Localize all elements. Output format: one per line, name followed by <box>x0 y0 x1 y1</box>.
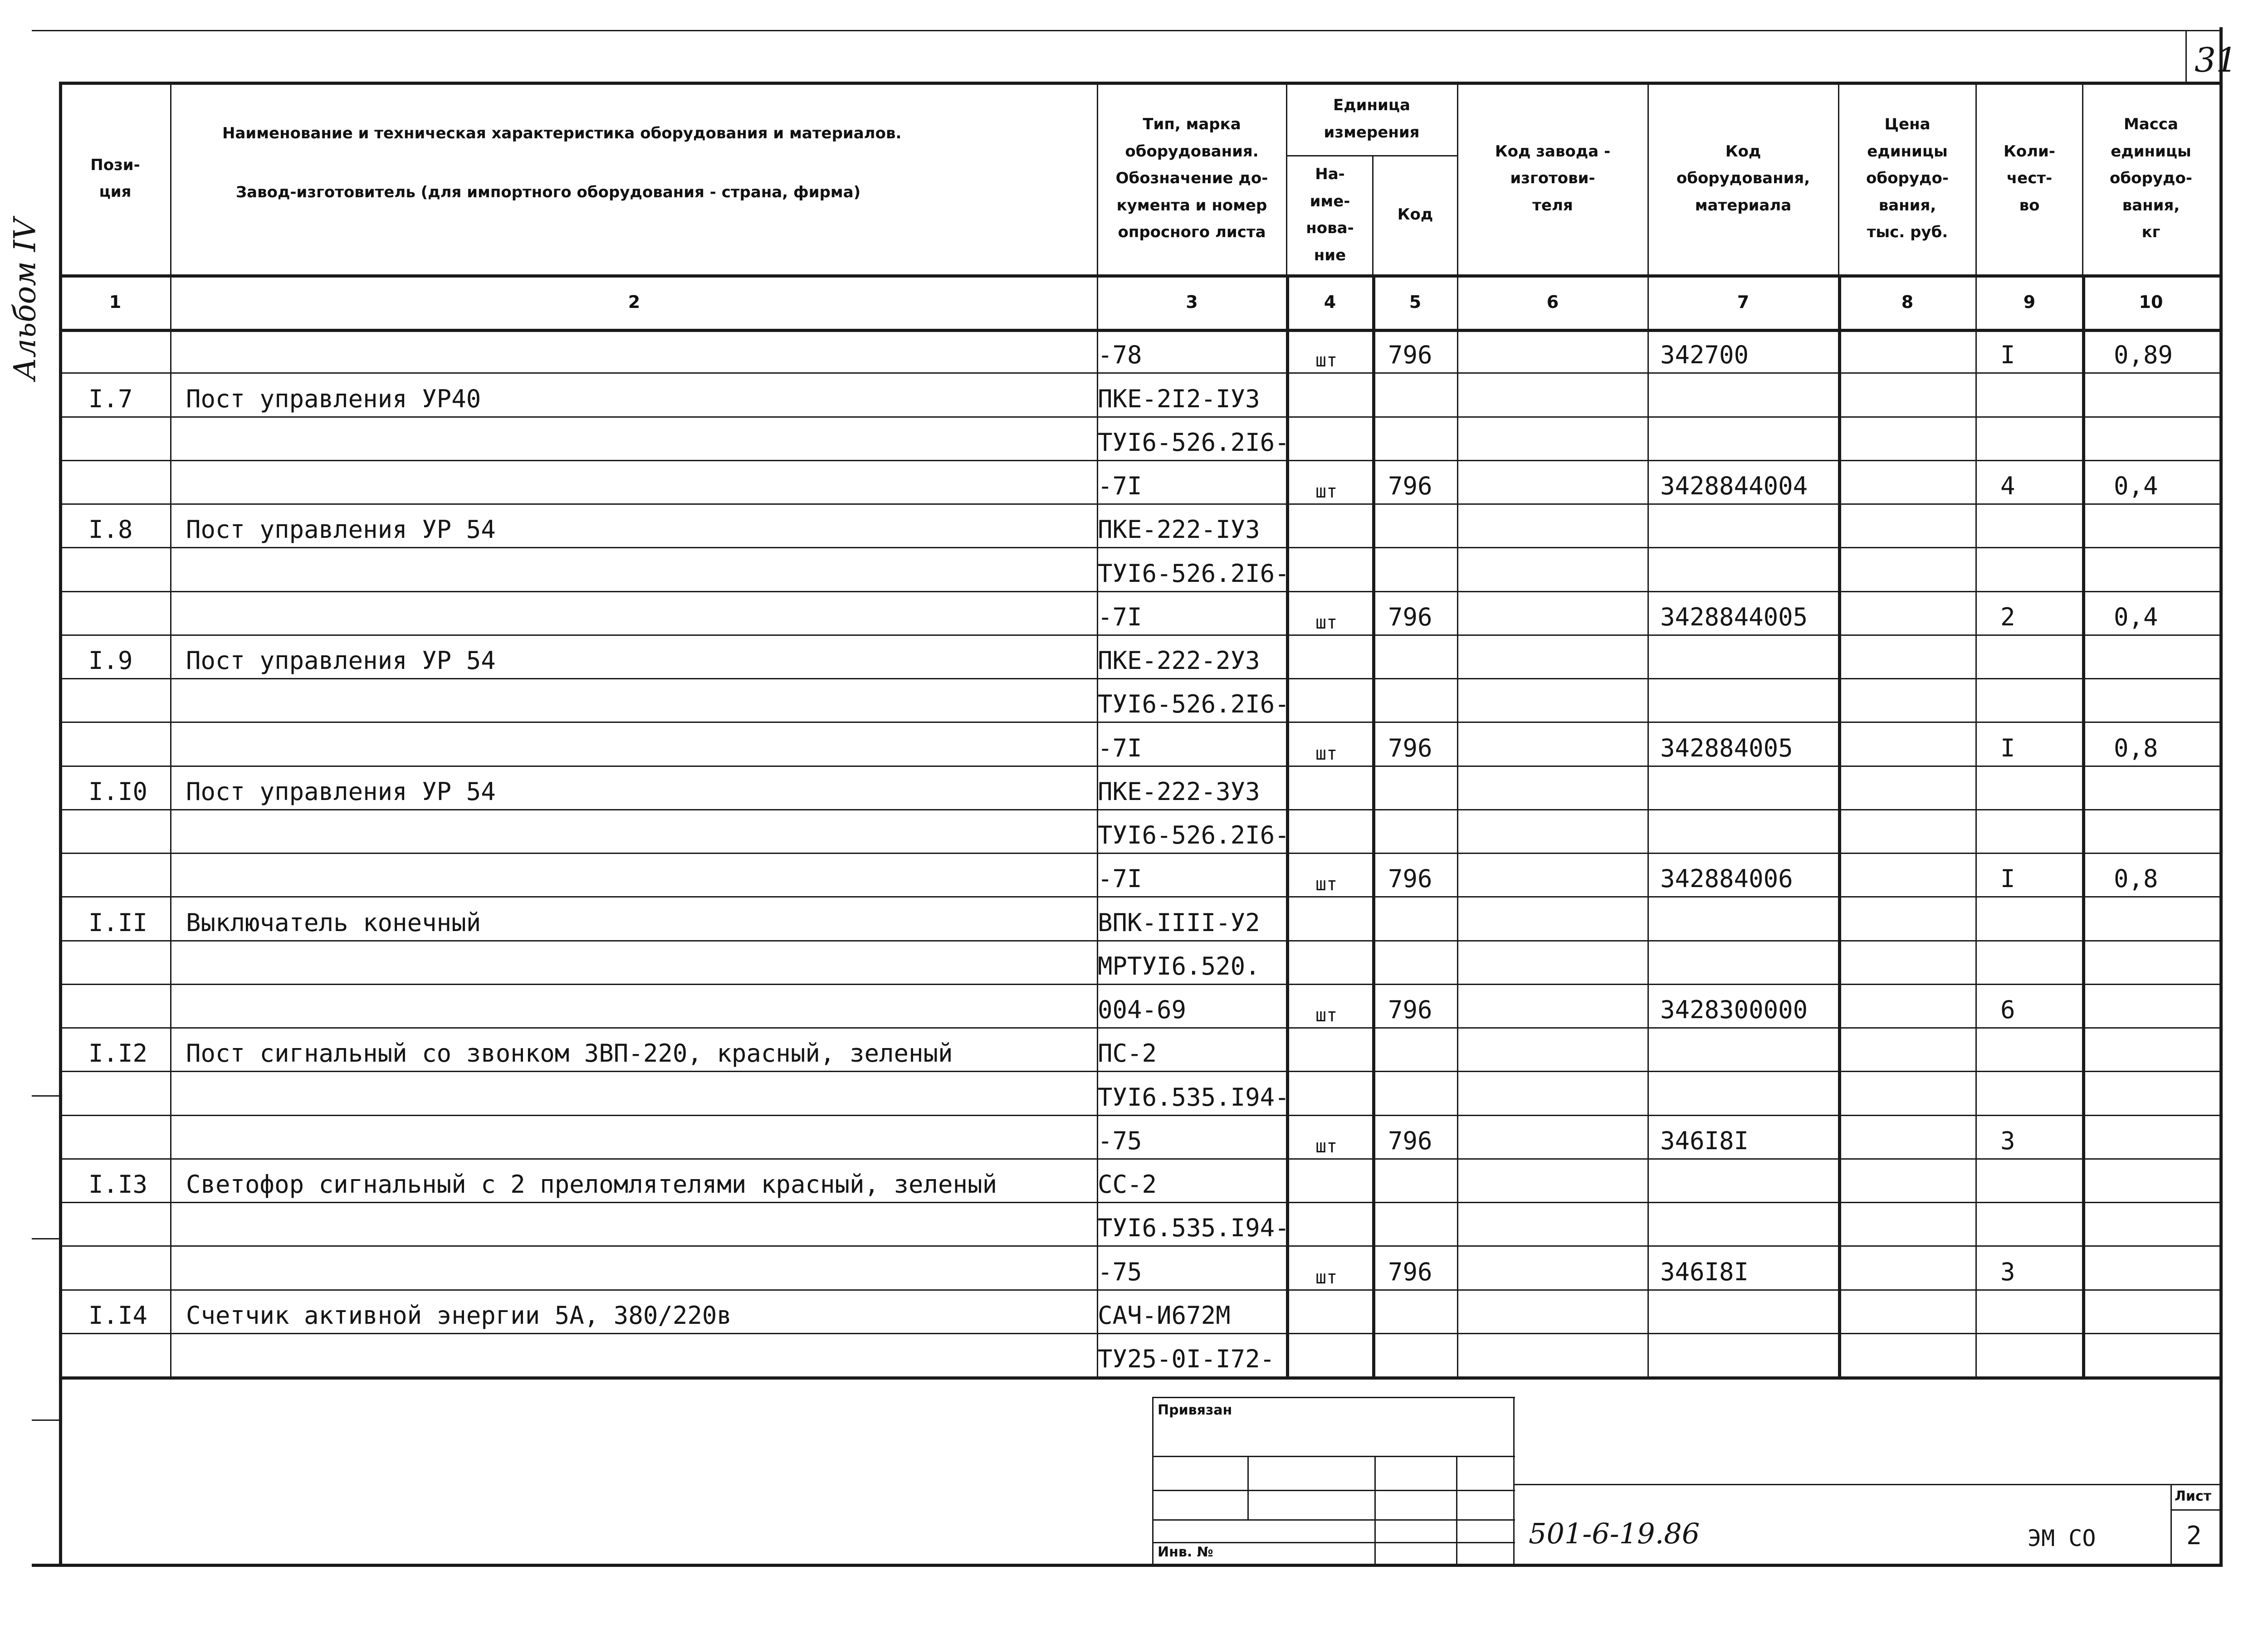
stamp-top-line <box>1152 1397 1515 1398</box>
stamp-divider <box>1247 1456 1249 1519</box>
cell-position: I.8 <box>88 515 133 544</box>
cell-type: ПКЕ-222-2У3 <box>1098 646 1260 675</box>
cell-type: ПКЕ-222-IУ3 <box>1098 515 1260 544</box>
cell-quantity: 3 <box>2000 1258 2015 1286</box>
header-equipment-code: Код оборудования, материала <box>1676 142 1810 215</box>
cell-type: ТУ25-0I-I72- <box>1098 1345 1275 1373</box>
column-number-3: 3 <box>1186 292 1198 312</box>
cell-name: Пост управления УР 54 <box>186 646 496 675</box>
cell-unit: шт <box>1315 743 1338 764</box>
cell-type: -78 <box>1098 341 1142 369</box>
cell-equipment-code: 3428844004 <box>1660 472 1808 500</box>
cell-type: ПС-2 <box>1098 1039 1157 1068</box>
cell-quantity: I <box>2000 341 2015 369</box>
cell-type: ТУI6-526.2I6- <box>1098 428 1290 457</box>
stamp-divider <box>1374 1456 1376 1566</box>
cell-type: ПКЕ-222-3У3 <box>1098 777 1260 806</box>
stamp-bound-label: Привязан <box>1158 1402 1232 1418</box>
header-unit-name: На- име- нова- ние <box>1306 165 1354 264</box>
cell-type: -75 <box>1098 1127 1142 1155</box>
cell-position: I.I0 <box>88 777 148 806</box>
cell-type: ТУI6-526.2I6- <box>1098 821 1290 849</box>
column-number-10: 10 <box>2139 292 2163 312</box>
column-number-6: 6 <box>1546 292 1559 312</box>
cell-position: I.II <box>88 908 148 937</box>
stamp-right-edge <box>1513 1397 1515 1566</box>
cell-equipment-code: 342700 <box>1660 341 1749 369</box>
stamp-line <box>1152 1456 1515 1457</box>
margin-tick <box>32 1238 60 1239</box>
sheet-label: Лист <box>2175 1488 2212 1504</box>
cell-position: I.I2 <box>88 1039 148 1068</box>
cell-mass: 0,8 <box>2114 734 2158 762</box>
sheet-number-box-edge <box>2185 30 2187 82</box>
cell-type: МРТУI6.520. <box>1098 952 1260 980</box>
cell-unit-code: 796 <box>1388 472 1432 500</box>
sheet-box-edge <box>2170 1484 2172 1566</box>
header-factory-code: Код завода - изготови- теля <box>1495 142 1611 215</box>
cell-position: I.7 <box>88 385 133 413</box>
cell-type: ПКЕ-2I2-IУ3 <box>1098 385 1260 413</box>
cell-unit: шт <box>1315 1267 1338 1288</box>
top-border-line <box>32 30 2223 31</box>
stamp-left-edge <box>1152 1397 1154 1566</box>
sheet-box-divider <box>2170 1509 2221 1511</box>
header-column-line <box>1838 82 1839 277</box>
cell-mass: 0,8 <box>2114 864 2158 893</box>
cell-type: ТУI6-526.2I6- <box>1098 559 1290 588</box>
cell-quantity: 3 <box>2000 1127 2015 1155</box>
header-name-line1: Наименование и техническая характеристика оборудования и материалов. <box>222 124 902 143</box>
header-unit-group: Единица измерения <box>1324 96 1420 141</box>
cell-equipment-code: 3428844005 <box>1660 603 1808 631</box>
cell-type: САЧ-И672М <box>1098 1301 1231 1330</box>
cell-position: I.I3 <box>88 1170 148 1199</box>
cell-mass: 0,89 <box>2114 341 2173 369</box>
column-number-9: 9 <box>2023 292 2036 312</box>
cell-unit-code: 796 <box>1388 1258 1432 1286</box>
cell-type: -7I <box>1098 864 1142 893</box>
cell-unit: шт <box>1315 612 1338 633</box>
header-column-line <box>2082 82 2083 277</box>
title-block-top-line <box>1513 1484 2221 1485</box>
cell-unit: шт <box>1315 1005 1338 1026</box>
cell-equipment-code: 342884005 <box>1660 734 1793 762</box>
section-code: ЭМ СО <box>2028 1525 2096 1551</box>
cell-position: I.I4 <box>88 1301 148 1330</box>
cell-type: -75 <box>1098 1258 1142 1286</box>
cell-mass: 0,4 <box>2114 603 2158 631</box>
cell-equipment-code: 3428300000 <box>1660 995 1808 1024</box>
cell-name: Пост сигнальный со звонком ЗВП-220, красный, зеленый <box>186 1039 953 1068</box>
cell-unit-code: 796 <box>1388 1127 1432 1155</box>
page-bottom-border <box>32 1564 2223 1567</box>
stamp-line <box>1152 1490 1515 1491</box>
cell-quantity: 4 <box>2000 472 2015 500</box>
header-column-line <box>1457 82 1458 277</box>
cell-unit-code: 796 <box>1388 603 1432 631</box>
sheet-value: 2 <box>2186 1521 2202 1551</box>
cell-equipment-code: 346I8I <box>1660 1258 1749 1286</box>
column-number-4: 4 <box>1324 292 1336 312</box>
cell-position: I.9 <box>88 646 133 675</box>
cell-unit: шт <box>1315 350 1338 371</box>
cell-type: 004-69 <box>1098 995 1187 1024</box>
header-column-line <box>1372 155 1374 277</box>
column-number-2: 2 <box>628 292 640 312</box>
cell-name: Счетчик активной энергии 5А, 380/220в <box>186 1301 732 1330</box>
header-unit-mass: Масса единицы оборудо- вания, кг <box>2110 115 2192 242</box>
header-unit-price: Цена единицы оборудо- вания, тыс. руб. <box>1866 115 1949 242</box>
cell-name: Пост управления УР 54 <box>186 515 496 544</box>
cell-type: -7I <box>1098 603 1142 631</box>
cell-mass: 0,4 <box>2114 472 2158 500</box>
cell-equipment-code: 346I8I <box>1660 1127 1749 1155</box>
cell-type: ТУI6.535.I94- <box>1098 1083 1290 1112</box>
column-number-1: 1 <box>109 292 122 312</box>
cell-unit-code: 796 <box>1388 734 1432 762</box>
sheet-number: 31 <box>2195 41 2238 80</box>
cell-type: -7I <box>1098 472 1142 500</box>
header-column-line <box>1097 82 1098 277</box>
header-column-line <box>1286 82 1287 277</box>
cell-name: Выключатель конечный <box>186 908 481 937</box>
header-position: Пози- ция <box>90 156 140 201</box>
column-number-5: 5 <box>1409 292 1422 312</box>
cell-type: СС-2 <box>1098 1170 1157 1199</box>
column-number-8: 8 <box>1901 292 1914 312</box>
margin-tick <box>32 1419 60 1421</box>
cell-type: ТУI6-526.2I6- <box>1098 690 1290 718</box>
cell-type: ТУI6.535.I94- <box>1098 1214 1290 1242</box>
cell-name: Пост управления УР 54 <box>186 777 496 806</box>
cell-unit: шт <box>1315 1136 1338 1157</box>
cell-unit: шт <box>1315 874 1338 895</box>
stamp-line <box>1152 1542 1515 1543</box>
cell-equipment-code: 342884006 <box>1660 864 1793 893</box>
header-quantity: Коли- чест- во <box>2004 142 2055 215</box>
cell-name: Светофор сигнальный с 2 преломлятелями красный, зеленый <box>186 1170 997 1199</box>
cell-quantity: 2 <box>2000 603 2015 631</box>
header-column-line <box>1975 82 1977 277</box>
album-label: Альбом IV <box>7 218 43 380</box>
column-number-7: 7 <box>1737 292 1750 312</box>
cell-type: -7I <box>1098 734 1142 762</box>
cell-unit-code: 796 <box>1388 341 1432 369</box>
cell-unit-code: 796 <box>1388 864 1432 893</box>
cell-type: ВПК-IIII-У2 <box>1098 908 1260 937</box>
stamp-line <box>1152 1519 1515 1521</box>
document-code: 501-6-19.86 <box>1529 1517 1700 1550</box>
cell-unit-code: 796 <box>1388 995 1432 1024</box>
cell-name: Пост управления УР40 <box>186 385 481 413</box>
header-name-line2: Завод-изготовитель (для импортного оборудования - страна, фирма) <box>236 183 861 202</box>
stamp-inventory-label: Инв. № <box>1158 1544 1213 1560</box>
cell-quantity: I <box>2000 734 2015 762</box>
row-line <box>59 1376 2221 1380</box>
cell-unit: шт <box>1315 481 1338 502</box>
cell-quantity: I <box>2000 864 2015 893</box>
header-type: Тип, марка оборудования. Обозначение до- кумента и номер опросного листа <box>1115 115 1268 242</box>
header-column-line <box>1647 82 1649 277</box>
margin-tick <box>32 1095 60 1097</box>
cell-quantity: 6 <box>2000 995 2015 1024</box>
stamp-divider <box>1456 1456 1457 1566</box>
header-unit-code: Код <box>1397 205 1433 224</box>
